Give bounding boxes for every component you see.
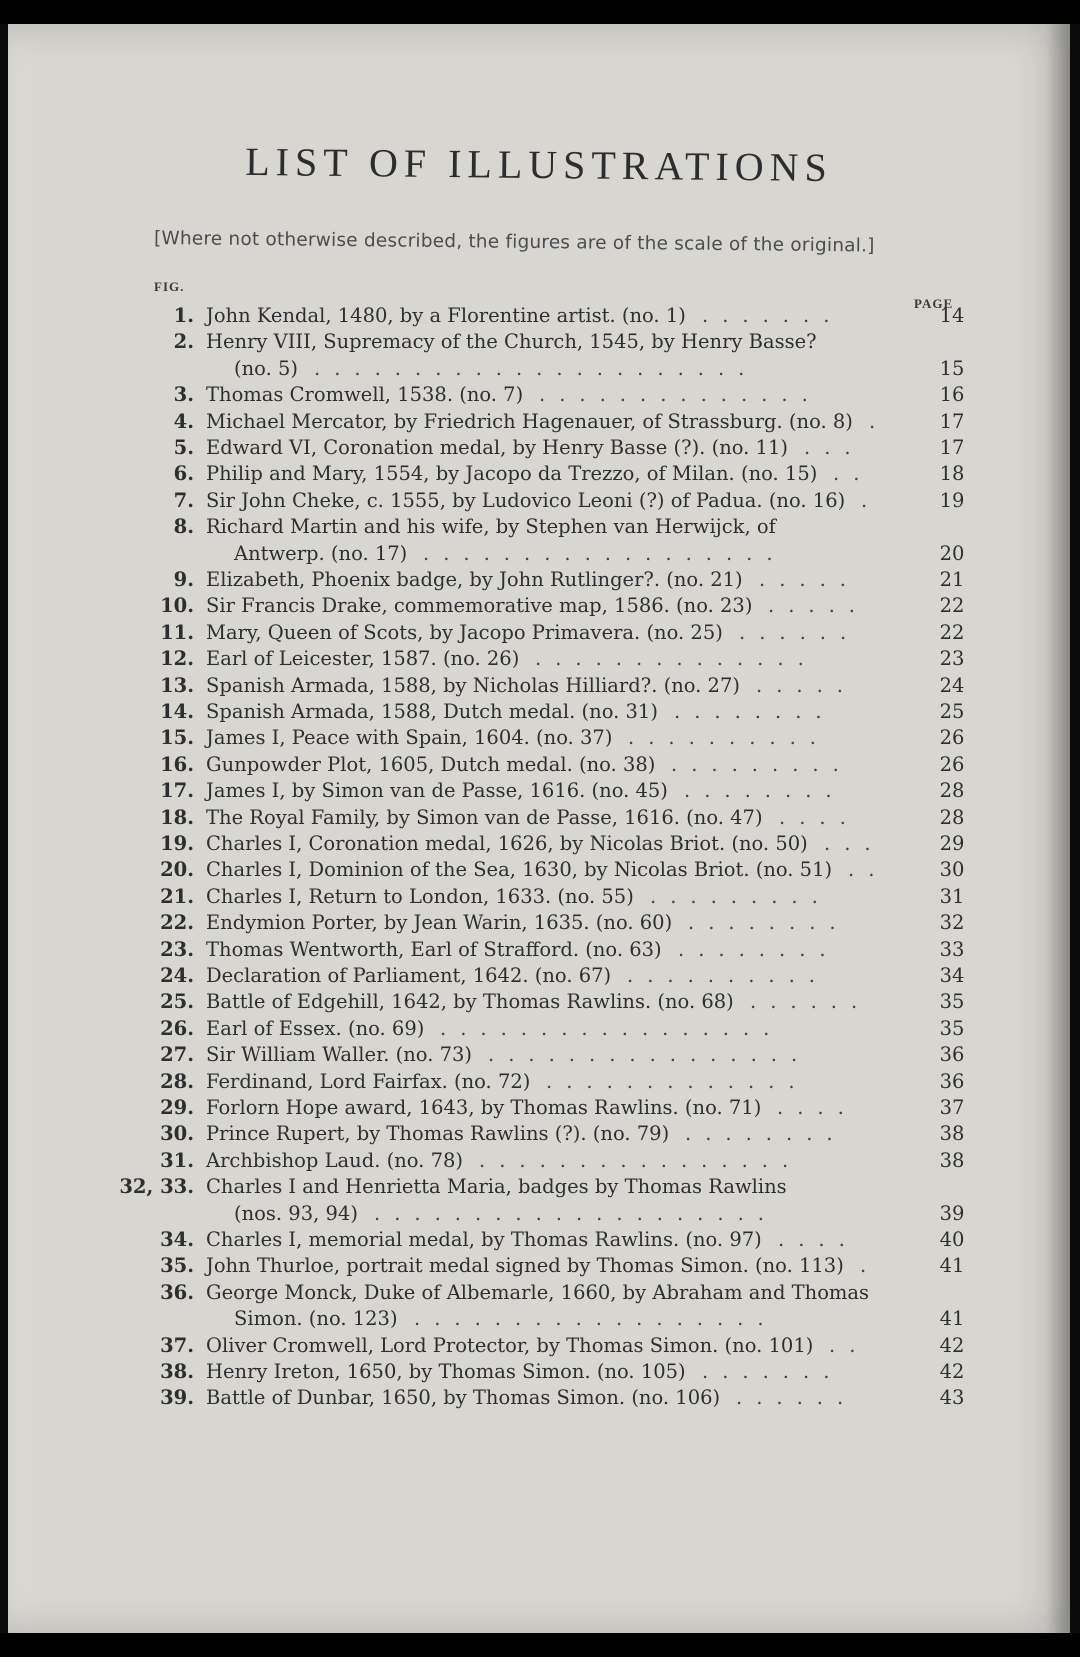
- page-number: 20: [939, 541, 965, 565]
- figure-number: 23.: [160, 937, 194, 961]
- page-number: 18: [939, 462, 965, 486]
- page-number: 22: [939, 594, 965, 618]
- figure-caption: Prince Rupert, by Thomas Rawlins (?). (no. 79): [206, 1122, 670, 1146]
- page-number: 16: [939, 383, 965, 407]
- figure-caption: Sir John Cheke, c. 1555, by Ludovico Leoni (?) of Padua. (no. 16): [206, 488, 846, 512]
- page-number: 41: [939, 1254, 965, 1278]
- page-number: 22: [939, 620, 965, 644]
- figure-number: 16.: [160, 752, 194, 776]
- figure-caption: Elizabeth, Phoenix badge, by John Rutlinger?. (no. 21): [206, 568, 743, 591]
- leader-dots: ...: [804, 436, 865, 459]
- figure-caption: Spanish Armada, 1588, Dutch medal. (no. 31): [206, 700, 658, 723]
- leader-dots: ........: [685, 1122, 847, 1146]
- leader-dots: ....................: [374, 1201, 778, 1225]
- figure-number: 31.: [160, 1148, 194, 1172]
- figure-caption: Thomas Wentworth, Earl of Strafford. (no. 63): [206, 937, 662, 961]
- figure-caption: Thomas Cromwell, 1538. (no. 7): [206, 383, 524, 407]
- binding-shadow: [1046, 24, 1070, 1633]
- page-number: 35: [939, 990, 965, 1014]
- figure-caption: Henry VIII, Supremacy of the Church, 1545, by Henry Basse?: [206, 330, 817, 354]
- page-number: 42: [939, 1333, 965, 1357]
- figure-caption: James I, Peace with Spain, 1604. (no. 37): [206, 726, 613, 750]
- figure-number: 6.: [173, 462, 194, 486]
- figure-number: 4.: [173, 409, 194, 433]
- page-number: 19: [939, 488, 965, 512]
- figure-caption: Earl of Essex. (no. 69): [206, 1016, 425, 1040]
- figure-caption: Henry Ireton, 1650, by Thomas Simon. (no. 105): [206, 1360, 686, 1383]
- figure-caption: George Monck, Duke of Albemarle, 1660, by Abraham and Thomas: [206, 1280, 870, 1304]
- figure-number: 1.: [173, 304, 194, 327]
- leader-dots: ........: [674, 700, 836, 723]
- figure-caption: Battle of Edgehill, 1642, by Thomas Rawlins. (no. 68): [206, 990, 734, 1014]
- page-number: 15: [939, 356, 965, 380]
- page-number: 43: [939, 1386, 965, 1410]
- figure-number: 10.: [160, 594, 194, 618]
- leader-dots: ..................: [423, 541, 787, 565]
- figure-caption: Declaration of Parliament, 1642. (no. 67): [206, 964, 612, 987]
- leader-dots: ................: [488, 1043, 812, 1067]
- figure-caption: Charles I, memorial medal, by Thomas Rawlins. (no. 97): [206, 1228, 762, 1251]
- leader-dots: ......................: [314, 356, 759, 380]
- leader-dots: .....: [768, 594, 869, 618]
- page-number: 42: [939, 1360, 965, 1383]
- figure-number: 9.: [173, 568, 194, 591]
- figure-caption: (nos. 93, 94): [234, 1201, 358, 1225]
- page-number: 25: [939, 700, 965, 723]
- figure-caption: Charles I and Henrietta Maria, badges by Thomas Rawlins: [206, 1175, 787, 1199]
- figure-number: 13.: [160, 673, 194, 697]
- fig-column-header: FIG.: [154, 279, 185, 294]
- leader-dots: ..........: [628, 726, 830, 750]
- figure-caption: Earl of Leicester, 1587. (no. 26): [206, 647, 520, 671]
- figure-number: 38.: [160, 1360, 194, 1383]
- leader-dots: ...: [824, 832, 885, 855]
- leader-dots: ........: [688, 911, 850, 935]
- figure-number: 27.: [160, 1043, 194, 1067]
- figure-caption: James I, by Simon van de Passe, 1616. (no. 45): [206, 779, 668, 803]
- leader-dots: ....: [777, 1096, 858, 1119]
- figure-number: 7.: [173, 488, 194, 512]
- page-number: 32: [939, 911, 965, 935]
- figure-number: 39.: [160, 1386, 194, 1410]
- page-number: 17: [939, 436, 965, 459]
- figure-caption: Charles I, Coronation medal, 1626, by Nicolas Briot. (no. 50): [206, 832, 808, 855]
- leader-dots: ..: [829, 1333, 870, 1357]
- leader-dots: ........: [678, 937, 840, 961]
- figure-caption: Forlorn Hope award, 1643, by Thomas Rawlins. (no. 71): [206, 1096, 762, 1119]
- figure-caption: Endymion Porter, by Jean Warin, 1635. (no. 60): [206, 911, 673, 935]
- figure-caption: Oliver Cromwell, Lord Protector, by Thomas Simon. (no. 101): [206, 1333, 814, 1357]
- page-number: 41: [939, 1307, 965, 1331]
- figure-number: 18.: [160, 805, 194, 829]
- figure-number: 14.: [160, 700, 194, 723]
- leader-dots: ......: [736, 1386, 858, 1410]
- page-number: 34: [939, 964, 965, 987]
- figure-caption: Michael Mercator, by Friedrich Hagenauer, of Strassburg. (no. 8): [206, 409, 853, 433]
- figure-number: 15.: [160, 726, 194, 750]
- figure-number: 37.: [160, 1333, 194, 1357]
- figure-caption: Gunpowder Plot, 1605, Dutch medal. (no. 38): [206, 752, 656, 776]
- leader-dots: ................: [479, 1148, 803, 1172]
- illustration-list: [8, 24, 1070, 1633]
- figure-number: 11.: [160, 620, 194, 644]
- figure-number: 24.: [160, 964, 194, 987]
- figure-number: 2.: [173, 330, 194, 354]
- page-number: 29: [939, 832, 965, 855]
- figure-number: 34.: [160, 1228, 194, 1251]
- figure-caption: The Royal Family, by Simon van de Passe, 1616. (no. 47): [206, 805, 763, 829]
- figure-caption: Sir Francis Drake, commemorative map, 1586. (no. 23): [206, 594, 753, 618]
- figure-caption: Archbishop Laud. (no. 78): [206, 1148, 463, 1172]
- leader-dots: ........: [684, 779, 846, 803]
- figure-caption: Spanish Armada, 1588, by Nicholas Hilliard?. (no. 27): [206, 673, 740, 697]
- leader-dots: ....: [778, 1228, 859, 1251]
- figure-caption: (no. 5): [234, 356, 298, 380]
- leader-dots: .........: [650, 884, 832, 908]
- figure-number: 30.: [160, 1122, 194, 1146]
- figure-caption: Edward VI, Coronation medal, by Henry Basse (?). (no. 11): [206, 436, 788, 459]
- scale-note: [Where not otherwise described, the figures are of the scale of the original.]: [153, 228, 875, 257]
- page-background: [0, 24, 1080, 1633]
- leader-dots: .......: [702, 1360, 844, 1383]
- leader-dots: .: [869, 409, 890, 433]
- leader-dots: ..............: [539, 383, 822, 407]
- page-number: 26: [939, 726, 965, 750]
- figure-number: 28.: [160, 1069, 194, 1093]
- leader-dots: ......: [739, 620, 861, 644]
- page-number: 17: [939, 409, 965, 433]
- page-number: 38: [939, 1122, 965, 1146]
- page-number: 28: [939, 779, 965, 803]
- leader-dots: .................: [440, 1016, 784, 1040]
- leader-dots: ..............: [535, 647, 818, 671]
- page-number: 36: [939, 1043, 965, 1067]
- figure-number: 19.: [160, 832, 194, 855]
- leader-dots: ..........: [627, 964, 829, 987]
- page-number: 36: [939, 1069, 965, 1093]
- page-number: 24: [939, 673, 965, 697]
- page-title: LIST OF ILLUSTRATIONS: [245, 138, 833, 191]
- figure-caption: John Thurloe, portrait medal signed by Thomas Simon. (no. 113): [206, 1254, 844, 1278]
- page-number: 35: [939, 1016, 965, 1040]
- figure-number: 12.: [160, 647, 194, 671]
- figure-number: 29.: [160, 1096, 194, 1119]
- leader-dots: .....: [759, 568, 860, 591]
- leader-dots: .......: [702, 304, 844, 327]
- figure-caption: Charles I, Return to London, 1633. (no. 55): [206, 884, 634, 908]
- figure-number: 25.: [160, 990, 194, 1014]
- figure-caption: Mary, Queen of Scots, by Jacopo Primavera. (no. 25): [206, 620, 723, 644]
- figure-caption: Simon. (no. 123): [234, 1307, 398, 1331]
- page-number: 40: [939, 1228, 965, 1251]
- figure-caption: John Kendal, 1480, by a Florentine artist. (no. 1): [206, 304, 686, 327]
- figure-number: 26.: [160, 1016, 194, 1040]
- figure-number: 21.: [160, 884, 194, 908]
- leader-dots: ..................: [414, 1307, 778, 1331]
- figure-number: 32, 33.: [119, 1175, 194, 1199]
- figure-caption: Antwerp. (no. 17): [234, 541, 408, 565]
- leader-dots: .........: [671, 752, 853, 776]
- figure-number: 17.: [160, 779, 194, 803]
- figure-number: 8.: [173, 515, 194, 539]
- figure-caption: Sir William Waller. (no. 73): [206, 1043, 473, 1067]
- figure-caption: Philip and Mary, 1554, by Jacopo da Trezzo, of Milan. (no. 15): [206, 462, 818, 486]
- leader-dots: .............: [546, 1069, 809, 1093]
- figure-number: 5.: [173, 436, 194, 459]
- page-column-header: PAGE: [914, 296, 954, 311]
- figure-number: 3.: [173, 383, 194, 407]
- leader-dots: ....: [779, 805, 860, 829]
- page-number: 23: [939, 647, 965, 671]
- page-number: 26: [939, 752, 965, 776]
- leader-dots: ..: [833, 462, 874, 486]
- page-number: 28: [939, 805, 965, 829]
- figure-number: 36.: [160, 1280, 194, 1304]
- page-number: 31: [939, 884, 965, 908]
- figure-caption: Charles I, Dominion of the Sea, 1630, by Nicolas Briot. (no. 51): [206, 858, 833, 882]
- figure-caption: Richard Martin and his wife, by Stephen van Herwijck, of: [206, 515, 776, 539]
- figure-number: 35.: [160, 1254, 194, 1278]
- page-number: 38: [939, 1148, 965, 1172]
- page-number: 30: [939, 858, 965, 882]
- leader-dots: ..: [848, 858, 889, 882]
- leader-dots: .: [861, 488, 882, 512]
- page-number: 14: [939, 304, 965, 327]
- figure-number: 20.: [160, 858, 194, 882]
- leader-dots: ......: [750, 990, 872, 1014]
- figure-caption: Battle of Dunbar, 1650, by Thomas Simon. (no. 106): [206, 1386, 721, 1410]
- book-page: [8, 24, 1070, 1633]
- leader-dots: .: [860, 1254, 881, 1278]
- page-number: 37: [939, 1096, 965, 1119]
- figure-caption: Ferdinand, Lord Fairfax. (no. 72): [206, 1069, 531, 1093]
- leader-dots: .....: [756, 673, 857, 697]
- figure-number: 22.: [160, 911, 194, 935]
- page-number: 39: [939, 1201, 965, 1225]
- page-number: 21: [939, 568, 965, 591]
- page-number: 33: [939, 937, 965, 961]
